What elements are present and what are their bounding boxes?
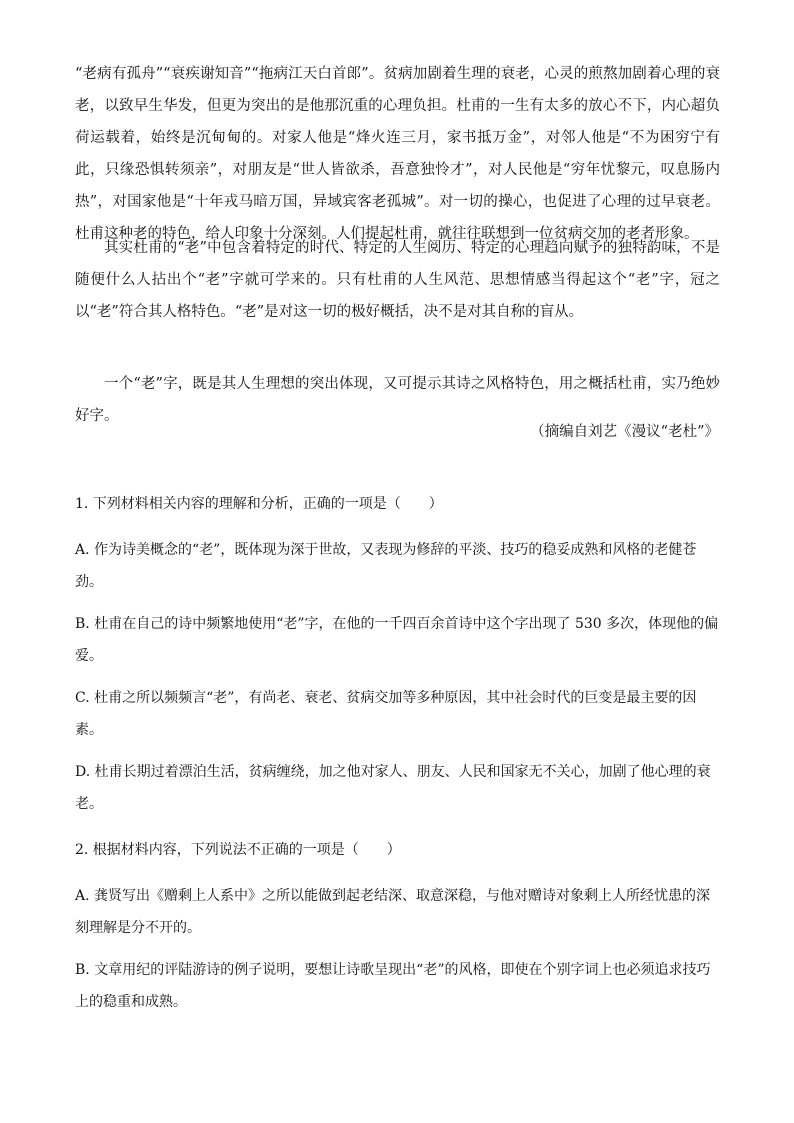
- question-1-option-a: A. 作为诗美概念的“老”，既体现为深于世故，又表现为修辞的平淡、技巧的稳妥成熟和风格的老健苍劲。: [75, 542, 697, 590]
- passage-paragraph-1: “老病有孤舟”“衰疾谢知音”“拖病江天白首郎”。贫病加剧着生理的衰老，心灵的煎熬加剧着心理的衰老，以致早生华发，但更为突出的是他那沉重的心理负担。杜甫的一生有太多的放心不下，内心超负荷运载着，始终是沉甸甸的。对家人他是“烽火连三月，家书抵万金”，对邻人他是“不为困穷宁有此，只缘恐惧转须亲”，对朋友是“世人皆欲杀，吾意独怜才”，对人民他是“穷年忧黎元，叹息肠内热”，对国家他是“十年戎马暗万国，异域宾客老孤城”。对一切的操心，也促进了心理的过早衰老。杜甫这种老的特色，给人印象十分深刻。人们提起杜甫，就往往联想到一位贫病交加的老者形象。: [75, 66, 720, 242]
- question-2-stem: 2. 根据材料内容，下列说法不正确的一项是（ ）: [75, 842, 401, 858]
- passage-paragraph-2: 其实杜甫的“老”中包含着特定的时代、特定的人生阅历、特定的心理趋向赋予的独特韵味，不是随便什么人拈出个“老”字就可学来的。只有杜甫的人生风范、思想情感当得起这个“老”字，冠之以“老”符合其人格特色。“老”是对这一切的极好概括，决不是对其自称的盲从。: [75, 240, 720, 320]
- passage-paragraph-3: 一个“老”字，既是其人生理想的突出体现，又可提示其诗之风格特色，用之概括杜甫，实乃绝妙好字。: [75, 376, 720, 424]
- passage-source: （摘编自刘艺《漫议“老杜”》: [530, 424, 719, 440]
- question-2-option-a: A. 龚贤写出《赠剩上人系中》之所以能做到起老结深、取意深稳，与他对赠诗对象剩上人所经忧患的深刻理解是分不开的。: [75, 888, 711, 936]
- question-1-option-b: B. 杜甫在自己的诗中频繁地使用“老”字，在他的一千四百余首诗中这个字出现了 530 多次，体现他的偏爱。: [75, 616, 719, 664]
- question-2-option-b: B. 文章用纪的评陆游诗的例子说明，要想让诗歌呈现出“老”的风格，即使在个别字词上也必须追求技巧上的稳重和成熟。: [75, 962, 711, 1010]
- question-1-stem: 1. 下列材料相关内容的理解和分析，正确的一项是（ ）: [75, 496, 443, 512]
- question-1-option-d: D. 杜甫长期过着漂泊生活，贫病缠绕，加之他对家人、朋友、人民和国家无不关心，加剧了他心理的衰老。: [75, 764, 711, 812]
- question-1-option-c: C. 杜甫之所以频频言“老”，有尚老、衰老、贫病交加等多种原因，其中社会时代的巨变是最主要的因素。: [75, 690, 697, 738]
